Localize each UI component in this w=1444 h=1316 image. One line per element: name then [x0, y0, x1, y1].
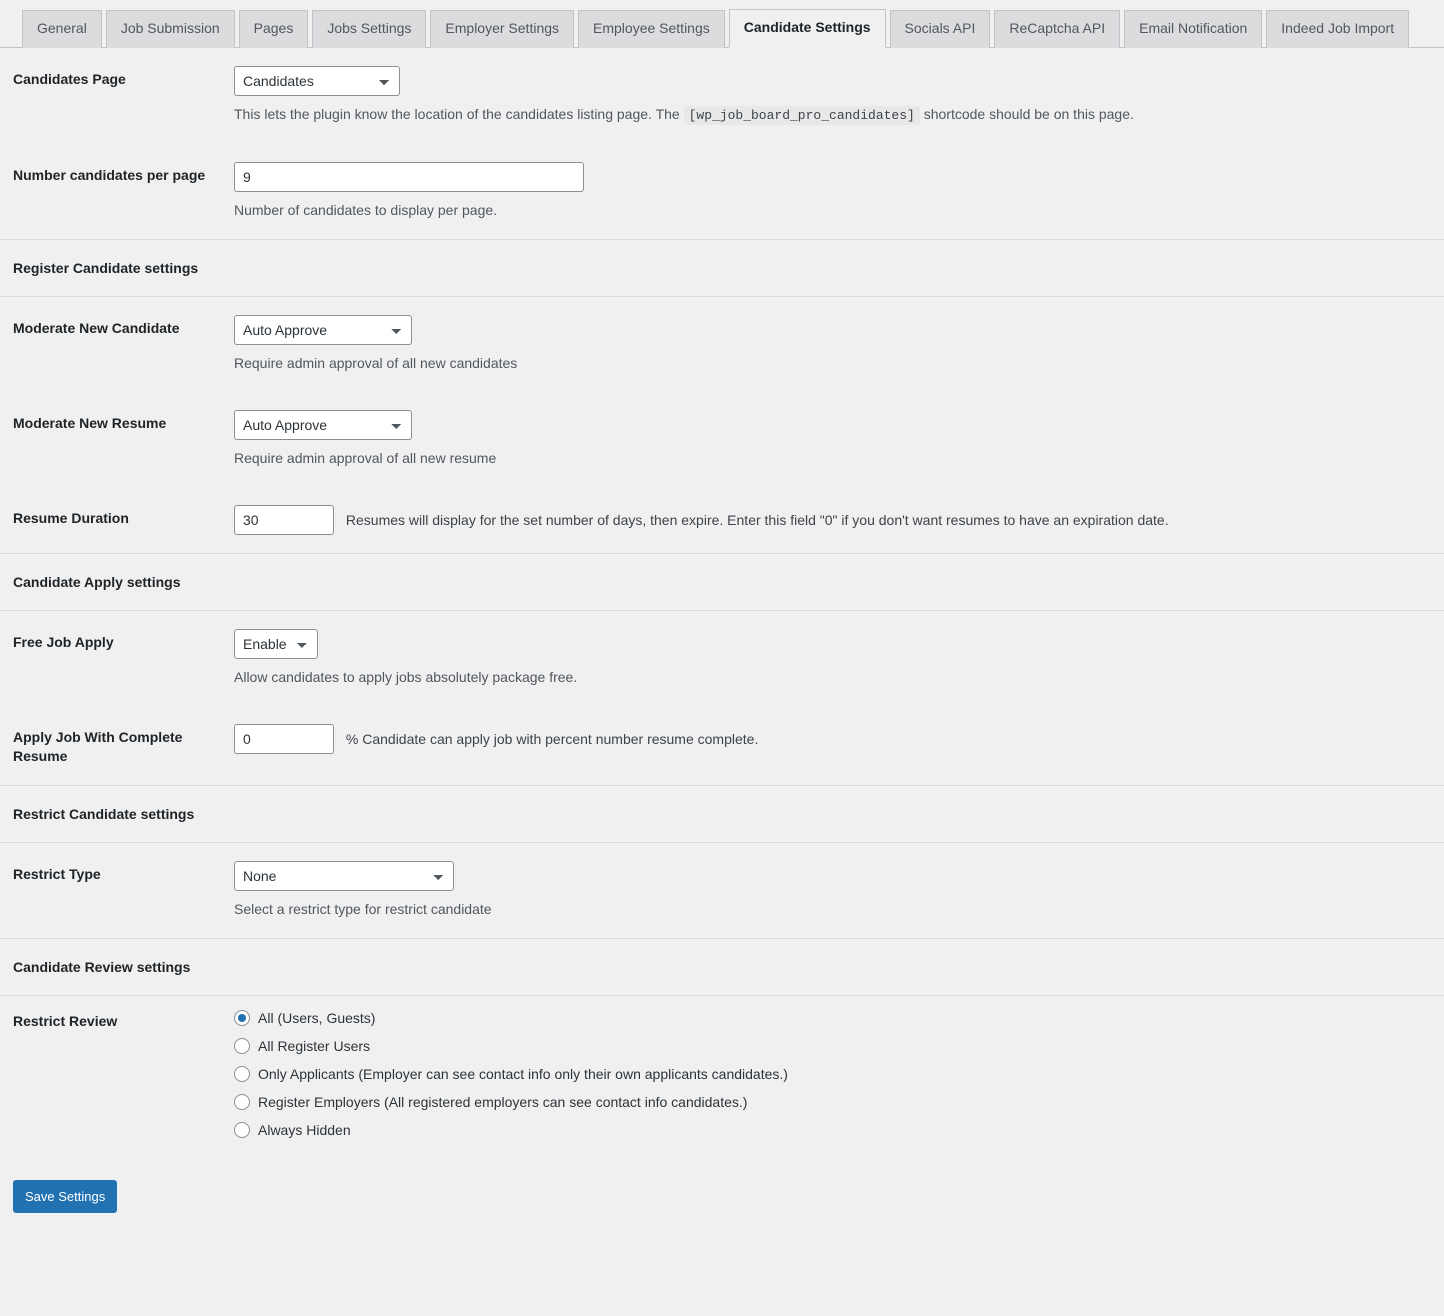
row-free-job-apply [0, 610, 1444, 706]
radio-option-all-users-guests[interactable] [234, 1008, 1424, 1029]
radio-label-always-hidden[interactable]: Always Hidden [258, 1121, 351, 1138]
tab-candidate-settings[interactable]: Candidate Settings [729, 9, 886, 48]
radio-label-all-register-users[interactable]: All Register Users [258, 1037, 371, 1054]
candidates-per-page-input[interactable] [234, 162, 584, 192]
radio-label-register-employers[interactable]: Register Employers (All registered employers can see contact info candidates.) [258, 1093, 748, 1110]
row-apply-complete-resume [0, 706, 1444, 785]
section-candidate-apply: Candidate Apply settings [0, 553, 1444, 610]
row-moderate-new-resume [0, 392, 1444, 487]
resume-duration-input[interactable] [234, 505, 334, 535]
label-apply-complete-resume: Apply Job With Complete Resume [13, 728, 183, 765]
restrict-type-select[interactable] [234, 861, 454, 891]
apply-complete-resume-description: % Candidate can apply job with percent number resume complete. [345, 731, 759, 748]
candidates-page-description [234, 104, 1424, 126]
candidates-page-desc-before: This lets the plugin know the location of the candidates listing page. The [234, 106, 680, 122]
tab-indeed-job-import[interactable]: Indeed Job Import [1266, 10, 1409, 48]
settings-content [0, 48, 1444, 1213]
tab-employer-settings[interactable]: Employer Settings [430, 10, 574, 48]
radio-option-always-hidden[interactable] [234, 1120, 1424, 1141]
label-resume-duration: Resume Duration [13, 509, 129, 526]
moderate-new-candidate-description: Require admin approval of all new candidates [234, 354, 518, 371]
radio-input-always-hidden[interactable] [234, 1122, 250, 1138]
label-free-job-apply: Free Job Apply [13, 633, 114, 650]
candidates-page-select[interactable] [234, 66, 400, 96]
free-job-apply-select[interactable] [234, 629, 318, 659]
candidates-shortcode: [wp_job_board_pro_candidates] [684, 106, 920, 125]
radio-input-only-applicants[interactable] [234, 1066, 250, 1082]
radio-input-all-users-guests[interactable] [234, 1010, 250, 1026]
save-settings-area [0, 1166, 1444, 1214]
candidates-per-page-description: Number of candidates to display per page. [234, 201, 498, 218]
radio-option-register-employers[interactable] [234, 1092, 1424, 1113]
radio-label-only-applicants[interactable]: Only Applicants (Employer can see contact info only their own applicants candidates.) [258, 1065, 788, 1082]
tab-recaptcha-api[interactable]: ReCaptcha API [994, 10, 1120, 48]
radio-option-all-register-users[interactable] [234, 1036, 1424, 1057]
candidates-page-desc-after: shortcode should be on this page. [923, 106, 1134, 122]
tab-general[interactable]: General [22, 10, 102, 48]
row-resume-duration [0, 487, 1444, 553]
label-moderate-new-candidate: Moderate New Candidate [13, 319, 180, 336]
label-restrict-review: Restrict Review [13, 1012, 118, 1029]
save-settings-button[interactable]: Save Settings [13, 1180, 117, 1214]
tab-email-notification[interactable]: Email Notification [1124, 10, 1262, 48]
moderate-new-candidate-select[interactable] [234, 315, 412, 345]
label-candidates-page: Candidates Page [13, 71, 126, 87]
label-moderate-new-resume: Moderate New Resume [13, 414, 167, 431]
resume-duration-description: Resumes will display for the set number of days, then expire. Enter this field "0" if you don't want resumes to have an expiration date. [345, 512, 1169, 529]
section-register-candidate: Register Candidate settings [0, 239, 1444, 296]
section-restrict-candidate: Restrict Candidate settings [0, 785, 1444, 842]
apply-complete-resume-input[interactable] [234, 724, 334, 754]
settings-tabs [0, 0, 1444, 48]
tab-pages[interactable]: Pages [239, 10, 309, 48]
restrict-type-description: Select a restrict type for restrict candidate [234, 900, 492, 917]
section-candidate-review: Candidate Review settings [0, 938, 1444, 995]
label-restrict-type: Restrict Type [13, 865, 101, 882]
radio-input-register-employers[interactable] [234, 1094, 250, 1110]
row-candidates-page [0, 48, 1444, 144]
row-candidates-per-page [0, 144, 1444, 239]
moderate-new-resume-description: Require admin approval of all new resume [234, 449, 497, 466]
radio-input-all-register-users[interactable] [234, 1038, 250, 1054]
tab-job-submission[interactable]: Job Submission [106, 10, 235, 48]
row-moderate-new-candidate [0, 296, 1444, 392]
tab-jobs-settings[interactable]: Jobs Settings [312, 10, 426, 48]
tab-employee-settings[interactable]: Employee Settings [578, 10, 725, 48]
tab-socials-api[interactable]: Socials API [890, 10, 991, 48]
restrict-review-options [234, 1008, 1424, 1141]
free-job-apply-description: Allow candidates to apply jobs absolutely package free. [234, 668, 578, 685]
radio-label-all-users-guests[interactable]: All (Users, Guests) [258, 1009, 376, 1026]
row-restrict-type [0, 842, 1444, 938]
moderate-new-resume-select[interactable] [234, 410, 412, 440]
radio-option-only-applicants[interactable] [234, 1064, 1424, 1085]
row-restrict-review [0, 995, 1444, 1166]
label-candidates-per-page: Number candidates per page [13, 166, 206, 183]
